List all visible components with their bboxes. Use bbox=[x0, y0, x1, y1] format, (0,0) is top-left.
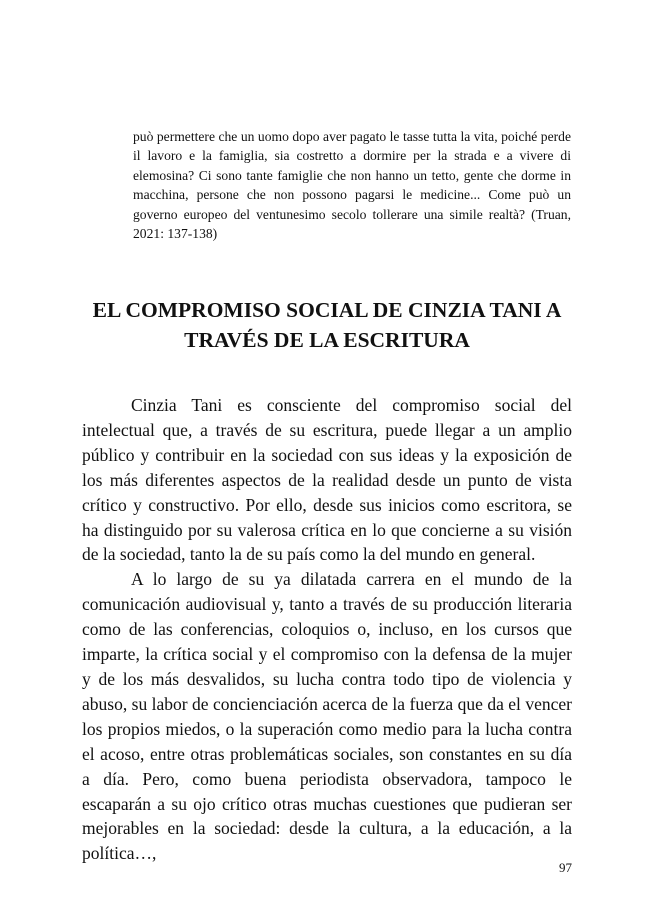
section-heading: EL COMPROMISO SOCIAL DE CINZIA TANI A TRAVÉS DE LA ESCRITURA bbox=[92, 298, 562, 352]
body-paragraph: Cinzia Tani es consciente del compromiso social del intelectual que, a través de su escritura, puede llegar a un amplio público y contribuir en la sociedad con sus ideas y la exposición de los más diferentes aspectos de la realidad desde un punto de vista crítico y constructivo. Por ello, desde sus inicios como escritora, se ha distinguido por su valerosa crítica en lo que concierne a su visión de la sociedad, tanto la de su país como la del mundo en general. bbox=[82, 395, 572, 565]
body-text bbox=[82, 393, 572, 866]
block-quote: può permettere che un uomo dopo aver pagato le tasse tutta la vita, poiché perde il lavoro e la famiglia, sia costretto a dormire per la strada e a vivere di elemosina? Ci sono tante famiglie che non hanno un tetto, gente che dorme in macchina, persone che non possono pagarsi le medicine... Come può un governo europeo del ventunesimo secolo tollerare una simile realtà? (Truan, 2021: 137-138) bbox=[133, 129, 571, 242]
page-number: 97 bbox=[559, 860, 572, 875]
body-paragraph: A lo largo de su ya dilatada carrera en el mundo de la comunicación audiovisual y, tanto a través de su producción literaria como de las conferencias, coloquios o, incluso, en los cursos que imparte, la crítica social y el compromiso con la defensa de la mujer y de los más desvalidos, su lucha contra todo tipo de violencia y abuso, su labor de concienciación acerca de la fuerza que da el vencer los propios miedos, o la superación como medio para la lucha contra el acoso, entre otras problemáticas sociales, son constantes en su día a día. Pero, como buena periodista observadora, tampoco le escaparán a su ojo crítico otras muchas cuestiones que pudieran ser mejorables en la sociedad: desde la cultura, a la educación, a la política…, bbox=[82, 569, 572, 864]
